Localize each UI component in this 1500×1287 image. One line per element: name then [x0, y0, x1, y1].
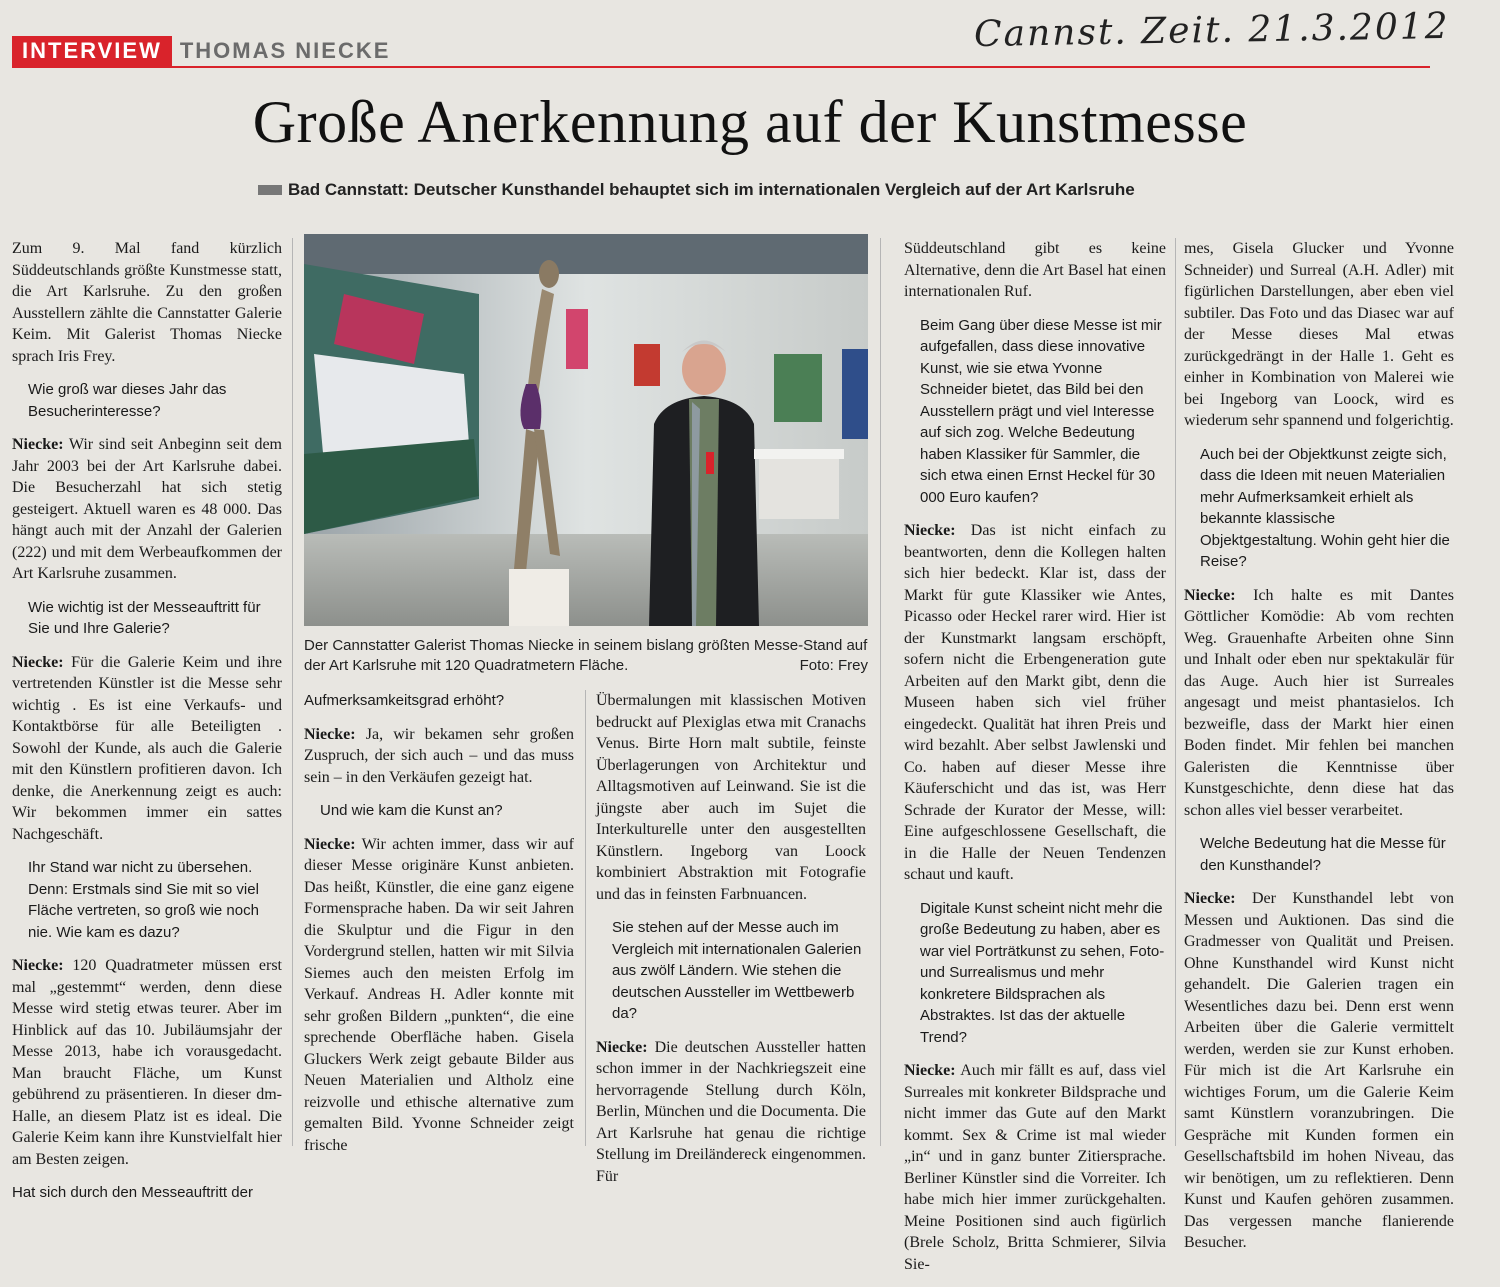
column-4 — [904, 238, 1166, 1287]
answer-text: Der Kunsthandel lebt von Messen und Auktionen. Das sind die Gradmesser von Qualität und Preisen. Ohne Kunsthandel wird Kunst nicht gehandelt. Die Galerien tragen ein Wesentliches dazu bei. Denn erst wenn Arbeiten über die Galerie vermittelt werden, werden sie zur Kunst erhoben. Für mich ist die Art Karlsruhe ein wichtiges Forum, um die Galerie Keim samt Künstlern voranzubringen. Die Gespräche mit Kunden formen ein Gesellschaftsbild im hohen Niveau, das wir benötigen, um zu reflektieren. Denn Kunst und Kaufen gehören zusammen. Das vergessen manche flanierende Besucher. — [1184, 890, 1454, 1251]
photo-caption — [304, 636, 868, 676]
interview-question: Aufmerksamkeitsgrad erhöht? — [304, 692, 505, 709]
interview-answer — [904, 1060, 1166, 1275]
answer-text: Wir sind seit Anbeginn seit dem Jahr 2003 bei der Art Karlsruhe dabei. Die Besucherzahl hat sich stetig gesteigert. Aktuell waren es 48 000. Das hängt auch mit der Anzahl der Galerien (222) und mit dem Werbeaufkommen der Art Karlsruhe zusammen. — [12, 436, 283, 582]
speaker-label: Niecke: — [304, 725, 356, 743]
interview-answer — [12, 955, 282, 1170]
column-rule — [1175, 238, 1176, 1146]
interview-question: Hat sich durch den Messeauftritt der — [12, 1184, 253, 1201]
speaker-label: Niecke: — [12, 653, 64, 671]
interview-answer — [304, 724, 574, 789]
interview-answer — [12, 434, 282, 585]
speaker-label: Niecke: — [1184, 890, 1236, 907]
interview-answer — [1184, 585, 1454, 822]
interview-question: Ihr Stand war nicht zu übersehen. Denn: Erstmals sind Sie mit so viel Fläche vertreten, so groß wie noch nie. Wie kam es dazu? — [28, 859, 259, 941]
interview-question: Welche Bedeutung hat die Messe für den Kunsthandel? — [1200, 835, 1446, 874]
interview-answer — [12, 652, 282, 846]
intro-paragraph: Zum 9. Mal fand kürzlich Süddeutschlands größte Kunstmesse statt, die Art Karlsruhe. Zu den großen Ausstellern zählte die Cannstatter Galerie Keim. Mit Galerist Thomas Niecke sprach Iris Frey. — [12, 240, 282, 365]
speaker-label: Niecke: — [12, 957, 64, 974]
answer-text: Ja, wir bekamen sehr großen Zuspruch, der sich auch – und das muss sein – in den Verkäufen gezeigt hat. — [304, 725, 575, 786]
interview-question: Wie wichtig ist der Messeauftritt für Sie und Ihre Galerie? — [28, 598, 261, 637]
speaker-label: Niecke: — [12, 436, 64, 453]
article-header — [12, 36, 390, 66]
answer-text: Ich halte es mit Dantes Göttlicher Komödie: Ab vom rechten Weg. Grauenhafte Arbeiten ohne Sinn und Inhalt oder eben nur spektakulär für das Auge. Auch hier ist Surreales angesagt und meist phantasielos. Ich bezweifle, dass der Markt hier einen Boden findet. Mir fehlen bei manchen Galeristen die Kenntnisse über Kunstgeschichte, denn diese hat das schon alles viel besser verarbeitet. — [1184, 586, 1455, 819]
interview-answer — [304, 834, 574, 1157]
answer-text: Wir achten immer, dass wir auf dieser Messe originäre Kunst anbieten. Das heißt, Künstler, die eine ganz eigene Formensprache haben. Da wir seit Jahren die Skulptur und die Figur in den Vordergrund stellen, hatten wir mit Silvia Siemes auch den meisten Erfolg im Verkauf. Andreas H. Adler konnte mit sehr großen Bildern „punkten“, die eine sprechende Oberfläche haben. Gisela Gluckers Werk zeigt gebaute Bilder aus Neuen Materialien und Altholz eine reizvolle und ethische alternative zum gemalten Bild. Yvonne Schneider zeigt frische — [304, 835, 575, 1154]
column-1 — [12, 238, 282, 1216]
column-rule — [292, 238, 293, 1146]
answer-continuation: Süddeutschland gibt es keine Alternative, denn die Art Basel hat einen internationalen Ruf. — [904, 240, 1166, 300]
subhead-bullet — [258, 185, 282, 195]
photo-gallerist-at-booth — [304, 234, 868, 626]
speaker-label: Niecke: — [596, 1038, 648, 1056]
interviewee-name: THOMAS NIECKE — [179, 38, 391, 63]
answer-continuation: Übermalungen mit klassischen Motiven bedruckt auf Plexiglas etwa mit Cranachs Venus. Birte Horn malt subtile, feinste Überlagerungen von Architektur und Alltagsmotiven auf Leinwand. Sie ist die jüngste aber auch im Sujet die Interkulturelle unter den ausgestellten Künstlern. Ingeborg van Loock kombiniert Abstraktion mit Fotografie und das in feinsten Farbnuancen. — [596, 692, 866, 903]
answer-text: Die deutschen Aussteller hatten schon immer in der Nachkriegszeit eine hervorragende Stellung durch Köln, Berlin, München und die Documenta. Die Art Karlsruhe hat genau die richtige Stellung im Dreiländereck eingenommen. Für — [596, 1038, 866, 1185]
column-rule — [880, 238, 881, 1146]
interview-question: Auch bei der Objektkunst zeigte sich, dass die Ideen mit neuen Materialien mehr Aufmerksamkeit erhielt als bekannte klassische Objektgestaltung. Wohin geht hier die Reise? — [1200, 445, 1450, 570]
interview-answer — [1184, 888, 1454, 1254]
subheadline — [258, 180, 1135, 200]
interview-answer — [904, 520, 1166, 886]
caption-text: Der Cannstatter Galerist Thomas Niecke in seinem bislang größten Messe-Stand auf der Art Karlsruhe mit 120 Quadratmetern Fläche. — [304, 637, 868, 674]
speaker-label: Niecke: — [904, 522, 956, 539]
speaker-label: Niecke: — [1184, 586, 1236, 604]
column-3 — [596, 690, 866, 1199]
answer-text: Auch mir fällt es auf, dass viel Surreales mit konkreter Bildsprache und nicht immer das Gute auf den Markt kommt. Sex & Crime ist mal wieder „in“ und in ganz bunter Zitiersprache. Berliner Künstler sind die Vorreiter. Ich habe mich hier immer zurückgehalten. Meine Positionen sind auch figürlich (Brele Scholz, Britta Schmierer, Silvia Sie- — [904, 1062, 1166, 1273]
interview-question: Digitale Kunst scheint nicht mehr die große Bedeutung zu haben, aber es war viel Porträtkunst zu sehen, Foto- und Surrealismus und mehr konkretere Bildsprachen als Abstraktes. Ist das der aktuelle Trend? — [920, 899, 1165, 1046]
interview-question: Wie groß war dieses Jahr das Besucherinteresse? — [28, 381, 227, 420]
answer-continuation: mes, Gisela Glucker und Yvonne Schneider) und Surreal (A.H. Adler) mit figürlichen Darstellungen, aber eben viel subtiler. Das Foto und das Diasec war auf der Messe dieses Mal etwas zurückgedrängt in der Halle 1. Geht es einher in Kombination von Malerei wie bei Ingeborg van Loock, wird es wiederum sehr spannend und folgerichtig. — [1184, 240, 1454, 429]
interview-question: Sie stehen auf der Messe auch im Vergleich mit internationalen Galerien aus zwölf Ländern. Wie stehen die deutschen Aussteller im Wettbewerb da? — [612, 919, 862, 1022]
interview-answer — [596, 1037, 866, 1188]
answer-text: 120 Quadratmeter müssen erst mal „gestemmt“ werden, denn diese Messe wird stetig etwas teurer. Aber im Hinblick auf das 10. Jubiläumsjahr der Messe 2013, habe ich vorausgedacht. Man braucht Fläche, um Kunst gebührend zu präsentieren. In dieser dm-Halle, an diesem Platz ist es ideal. Die Galerie Keim kann ihre Kunstvielfalt hier am Besten zeigen. — [12, 957, 282, 1168]
column-2 — [304, 690, 574, 1168]
column-5 — [1184, 238, 1454, 1266]
answer-text: Für die Galerie Keim und ihre vertretenden Künstler ist die Messe sehr wichtig . Es ist eine Verkaufs- und Kontaktbörse für alle Beteiligten . Sowohl der Kunde, als auch die Galerie mit den Künstlern profitieren davon. Ich denke, die Anerkennung zeigt es auch: Wir bekommen immer ein sattes Nachgeschäft. — [12, 653, 282, 843]
speaker-label: Niecke: — [304, 835, 356, 853]
subhead-text: Bad Cannstatt: Deutscher Kunsthandel behauptet sich im internationalen Vergleich auf der Art Karlsruhe — [288, 180, 1135, 199]
handwritten-date-note: Cannst. Zeit. 21.3.2012 — [974, 5, 1451, 56]
article-photo — [304, 234, 868, 626]
photo-credit: Foto: Frey — [799, 657, 868, 674]
speaker-label: Niecke: — [904, 1062, 956, 1079]
interview-question: Beim Gang über diese Messe ist mir aufgefallen, dass diese innovative Kunst, wie sie etwa Yvonne Schneider bietet, das Bild bei den Ausstellern prägt und viel Interesse auf sich zog. Welche Bedeutung haben Klassiker für Sammler, die sich etwa einen Ernst Heckel für 30 000 Euro kaufen? — [920, 316, 1162, 506]
interview-question: Und wie kam die Kunst an? — [320, 802, 503, 819]
column-rule — [585, 690, 586, 1146]
header-rule — [12, 66, 1430, 68]
headline: Große Anerkennung auf der Kunstmesse — [252, 89, 1248, 155]
answer-text: Das ist nicht einfach zu beantworten, denn die Kollegen halten sich hier bedeckt. Klar ist, dass der Markt für gute Klassiker wie Antes, Picasso oder Heckel rarer wird. Hier ist der Kunstmarkt langsam erschöpft, sofern nicht die Erbengeneration gute Arbeiten auf den Markt gibt, denn die Museen haben sich viel früher eingedeckt. Qualität hat ihren Preis und wird bezahlt. Aber selbst Jawlenski und Co. haben auf dieser Messe ihre Käuferschicht und das ist, was Herr Schrade der Kurator der Messe, will: Eine aufgeschlossene Gesellschaft, die in die Halle der Neuen Tendenzen schaut und kauft. — [904, 522, 1167, 883]
kicker-label: INTERVIEW — [12, 36, 172, 66]
